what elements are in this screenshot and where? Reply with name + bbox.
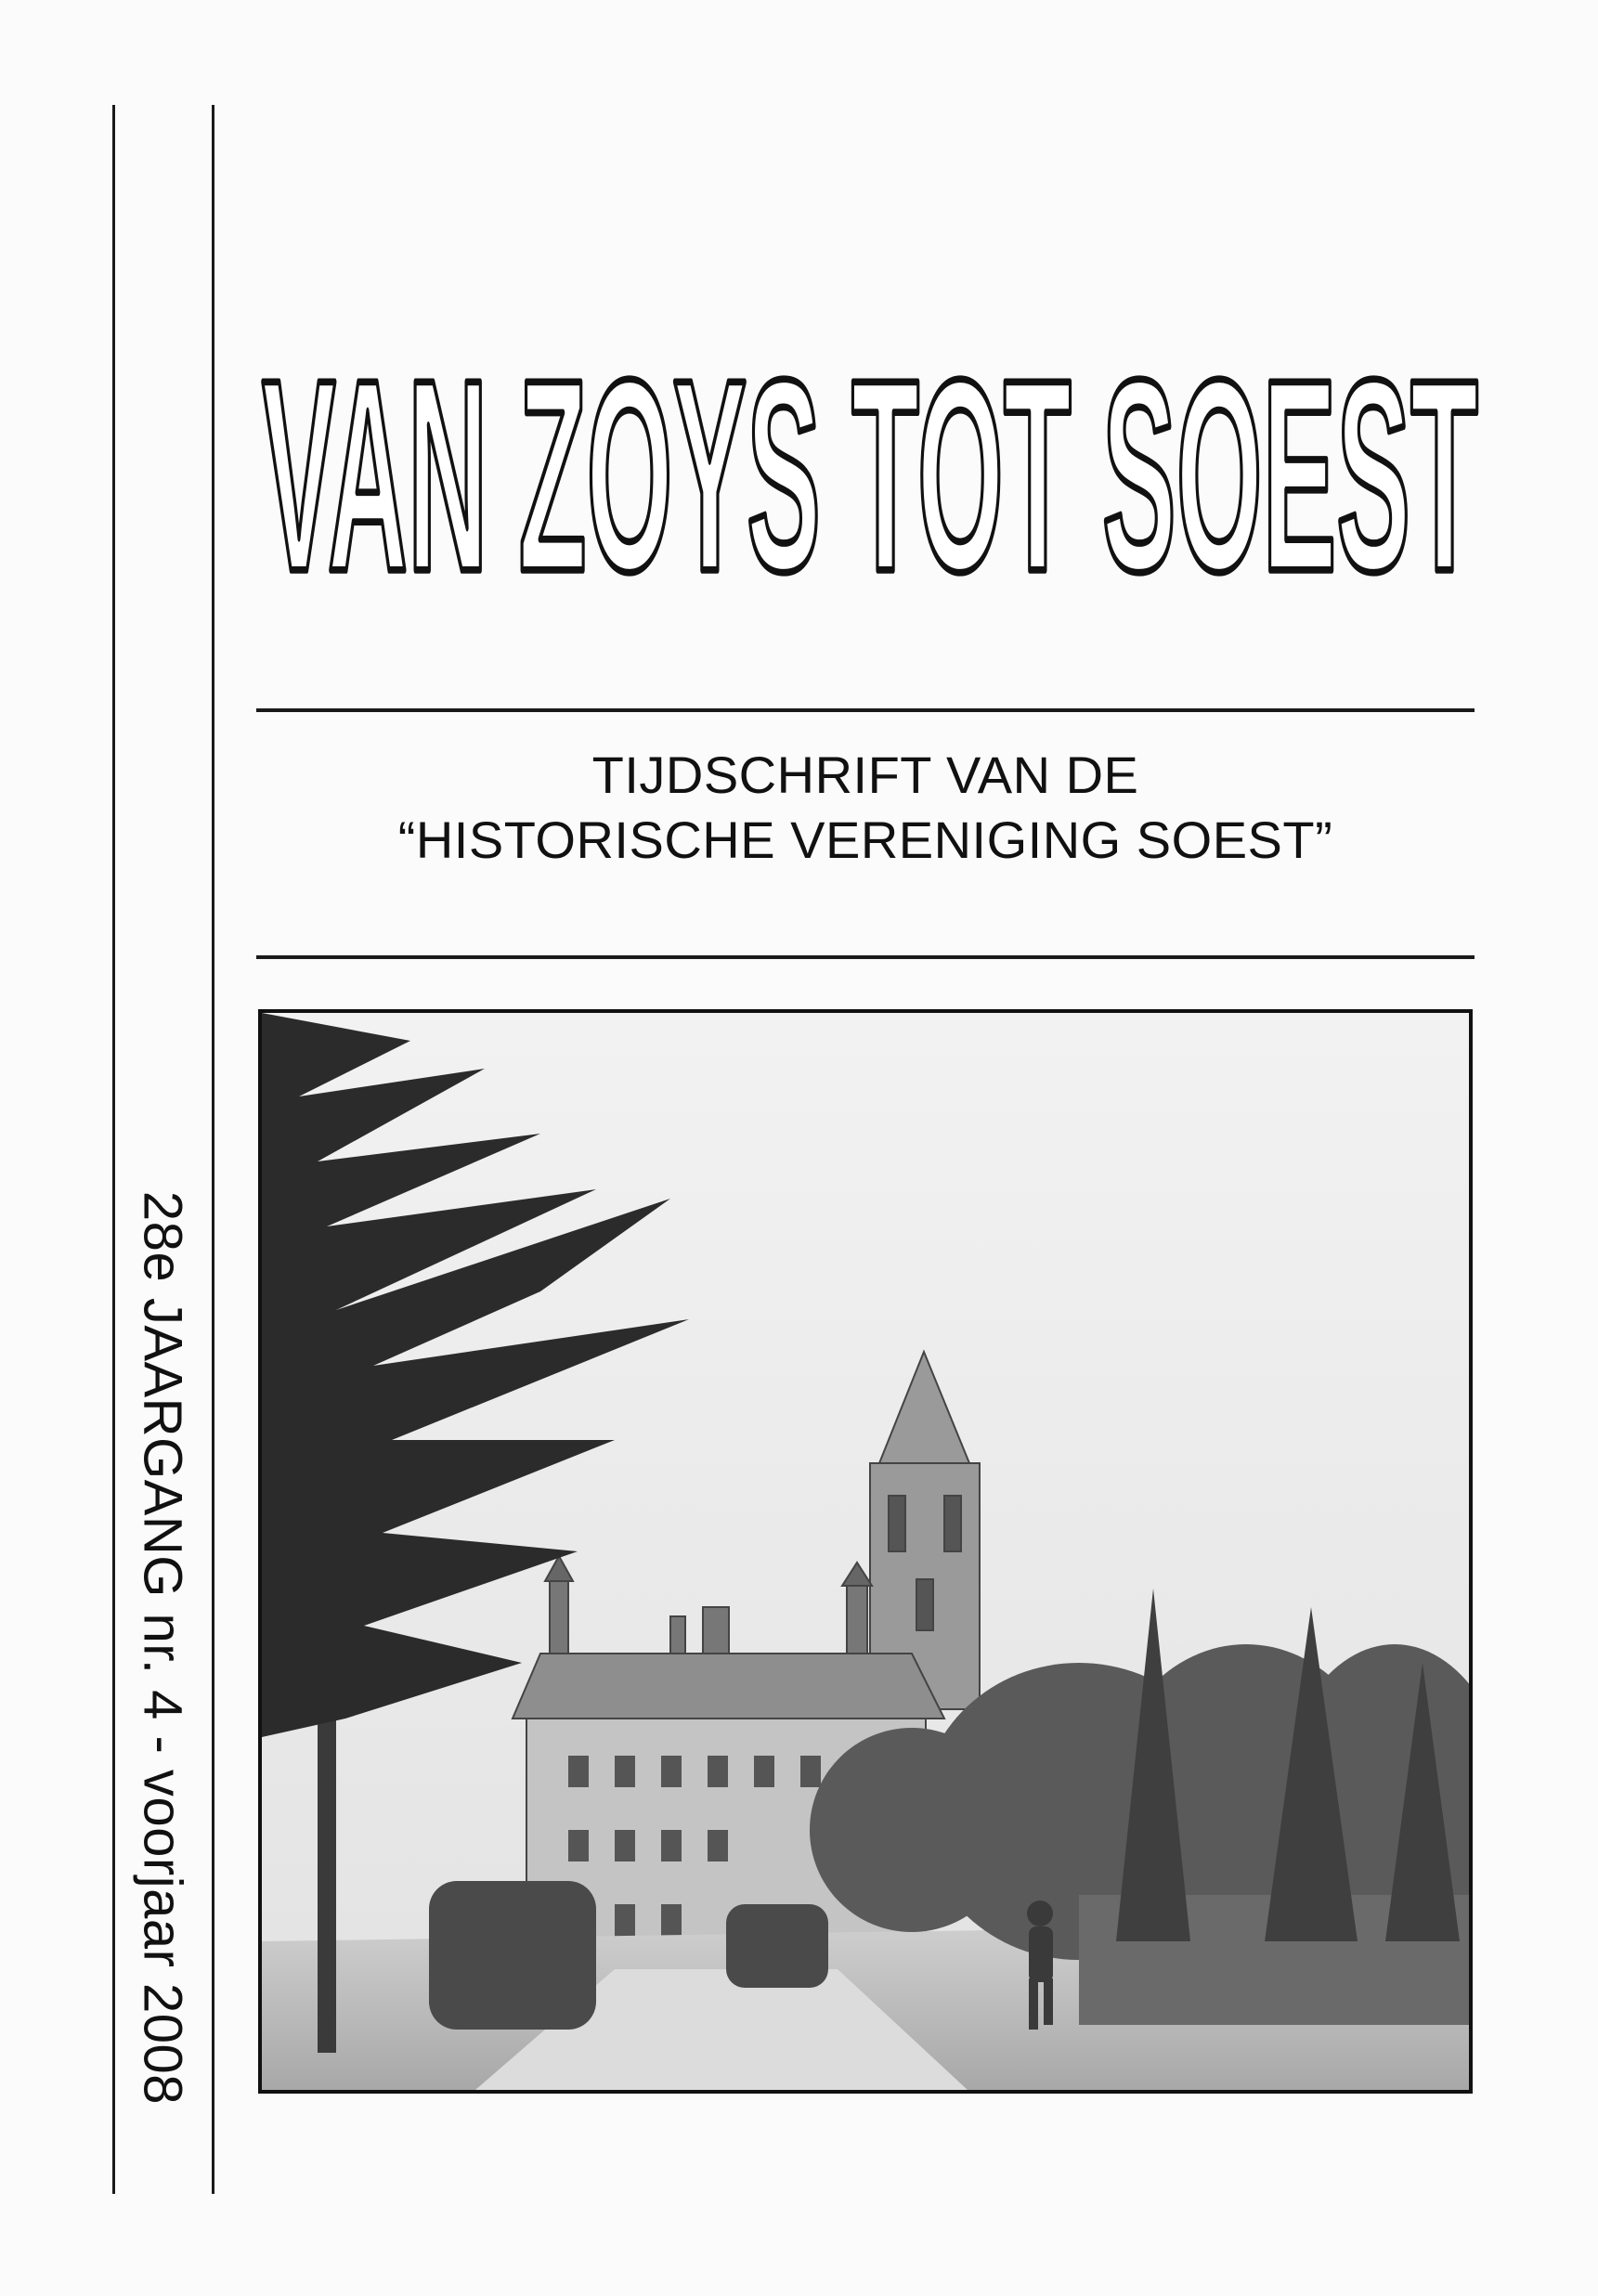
masthead-title <box>253 269 1488 622</box>
subtitle-line-2: “HISTORISCHE VERENIGING SOEST” <box>397 811 1333 869</box>
spine-line-right <box>212 105 214 2194</box>
divider-top <box>256 708 1475 712</box>
spine-line-left <box>112 105 115 2194</box>
cover-illustration <box>258 1009 1473 2094</box>
engraving-illustration-icon <box>262 1013 1469 2090</box>
masthead-title-text: VAN ZOYS TOT SOEST <box>262 322 1478 622</box>
issue-label: 28e JAARGANG nr. 4 - voorjaar 2008 <box>132 1190 193 2106</box>
divider-bottom <box>256 955 1475 959</box>
subtitle-line-1: TIJDSCHRIFT VAN DE <box>591 746 1139 804</box>
masthead-subtitle <box>256 743 1475 873</box>
